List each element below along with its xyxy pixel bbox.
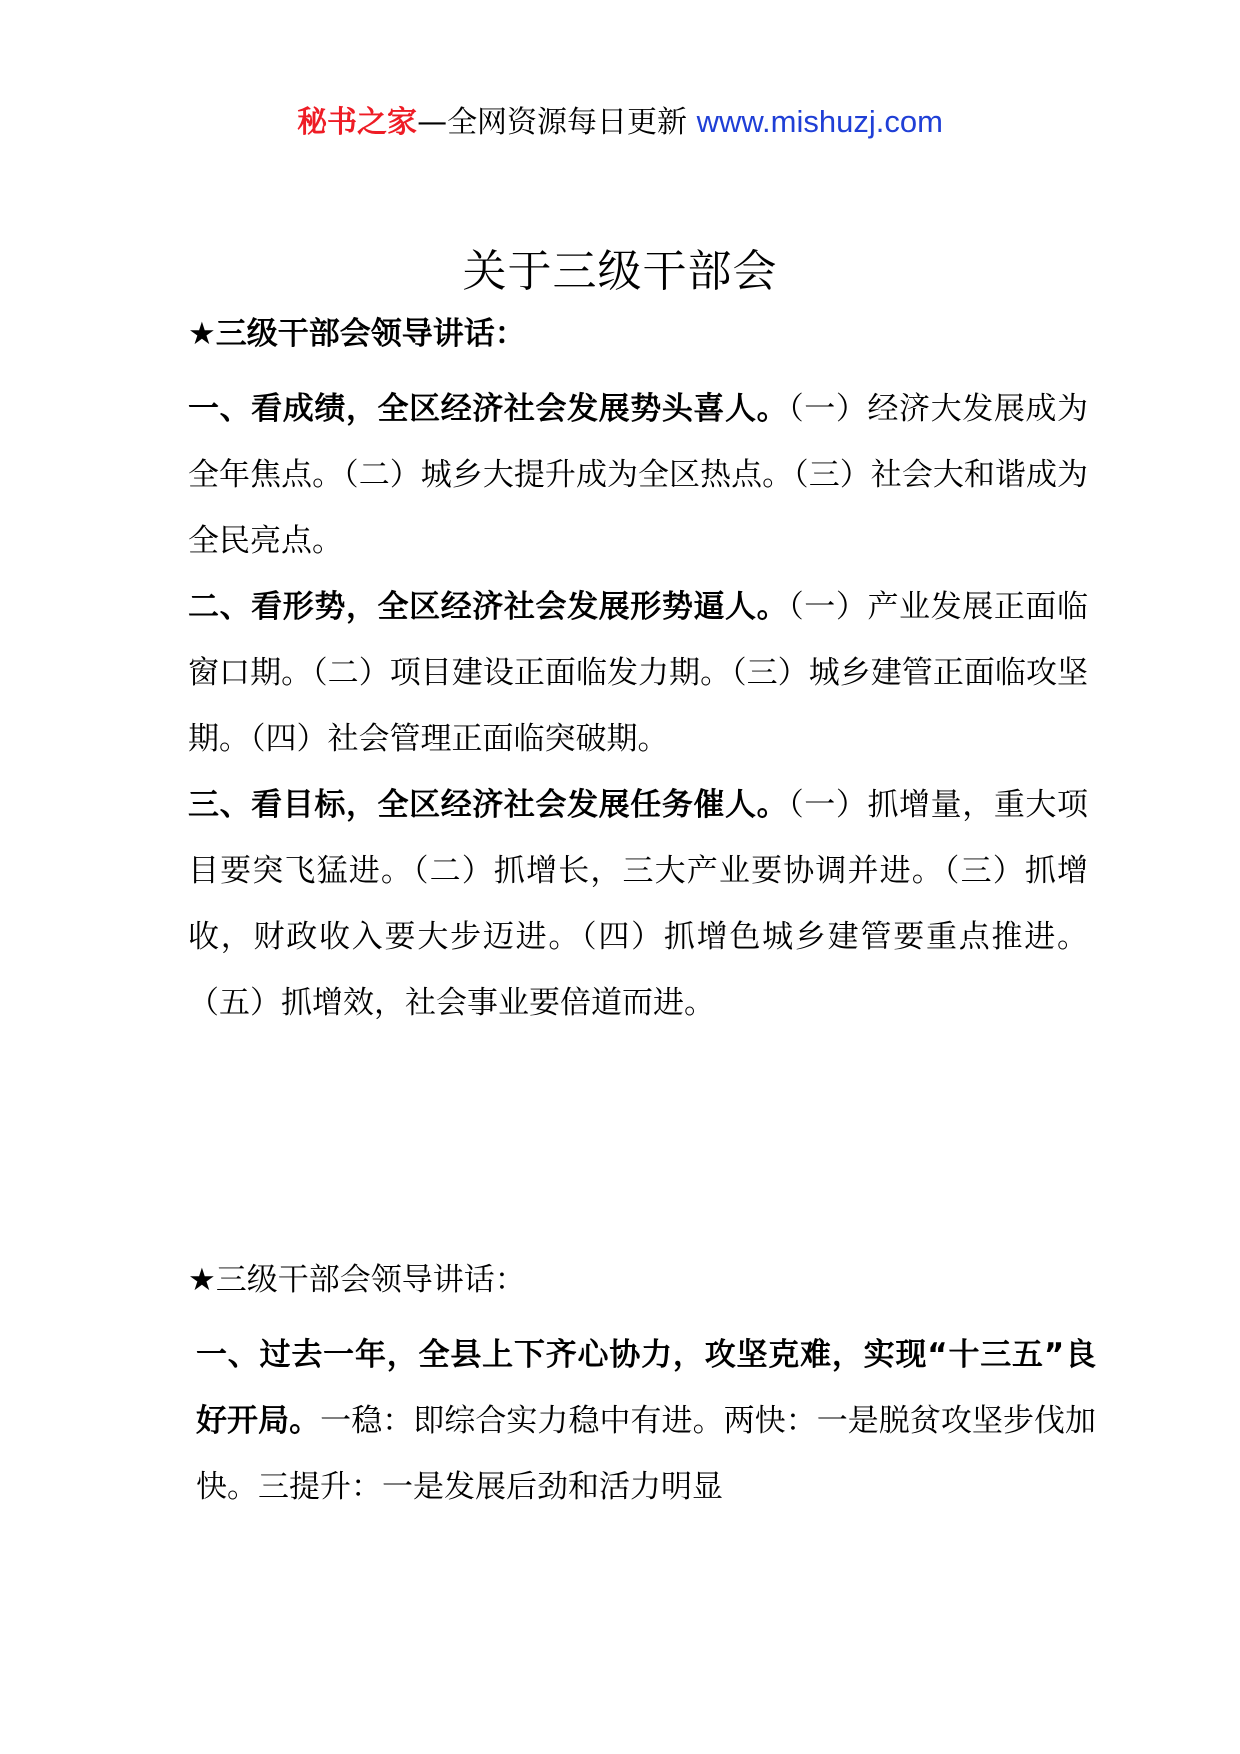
item-lead: 一、过去一年，全县上下齐心协力，攻坚克难，实现“十三五”良好开局。 xyxy=(196,1337,1096,1439)
item-lead: 二、看形势，全区经济社会发展形势逼人。 xyxy=(188,589,789,625)
section-1-body xyxy=(188,376,1088,1036)
section-1-item-3 xyxy=(188,772,1088,1036)
item-lead: 一、看成绩，全区经济社会发展势头喜人。 xyxy=(188,391,789,427)
section-2-heading: ★三级干部会领导讲话： xyxy=(188,1262,526,1298)
item-lead: 三、看目标，全区经济社会发展任务催人。 xyxy=(188,787,789,823)
section-1-item-2 xyxy=(188,574,1088,772)
header-tagline: —全网资源每日更新 xyxy=(417,105,697,140)
item-text: （一）产业发展正面临窗口期。（二）项目建设正面临发力期。（三）城乡建管正面临攻坚期。（四）社会管理正面临突破期。 xyxy=(188,589,1089,757)
section-2-item-1 xyxy=(196,1322,1096,1520)
brand-name: 秘书之家 xyxy=(297,105,418,140)
section-1-heading: ★三级干部会领导讲话： xyxy=(188,316,526,352)
section-1-item-1 xyxy=(188,376,1088,574)
item-text: （一）抓增量，重大项目要突飞猛进。（二）抓增长，三大产业要协调并进。（三）抓增收，财政收入要大步迈进。（四）抓增色城乡建管要重点推进。（五）抓增效，社会事业要倍道而进。 xyxy=(188,787,1089,1021)
site-header xyxy=(0,102,1240,143)
item-text: 一稳：即综合实力稳中有进。两快：一是脱贫攻坚步伐加快。三提升：一是发展后劲和活力明显 xyxy=(196,1403,1097,1505)
item-text: （一）经济大发展成为全年焦点。（二）城乡大提升成为全区热点。（三）社会大和谐成为全民亮点。 xyxy=(188,391,1089,559)
site-url-link[interactable]: www.mishuzj.com xyxy=(696,104,943,139)
section-2-body xyxy=(196,1322,1096,1520)
document-title: 关于三级干部会 xyxy=(462,246,778,297)
